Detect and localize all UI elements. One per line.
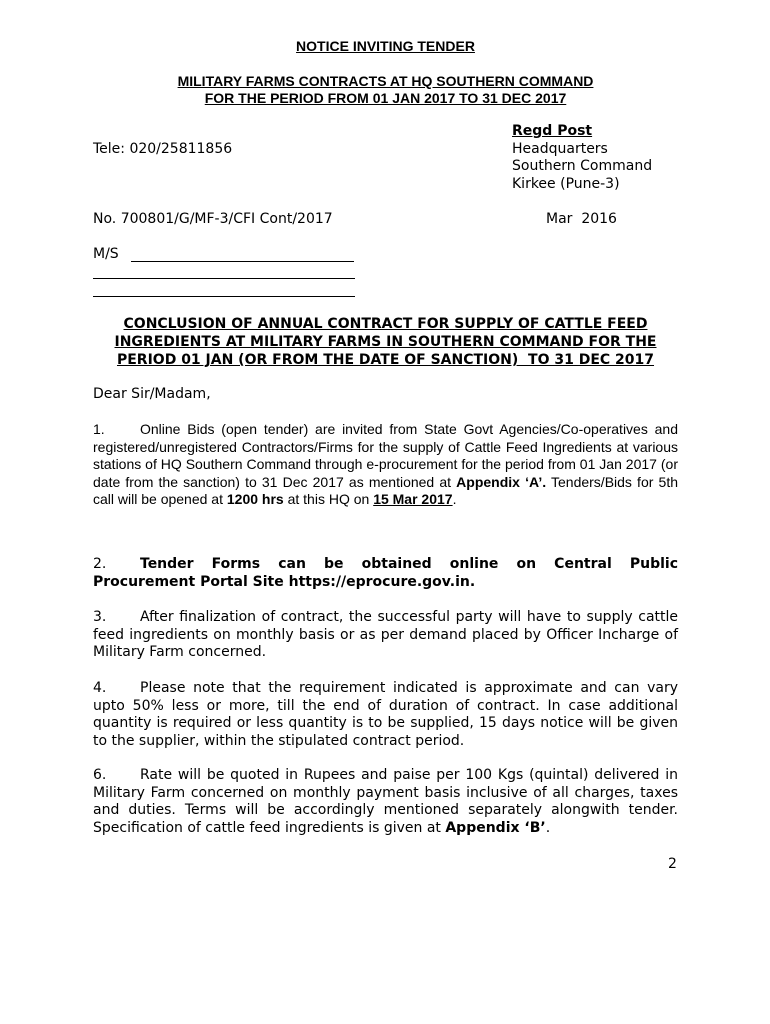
paragraph-3	[93, 609, 678, 662]
paragraph-1	[93, 421, 678, 509]
para1-number: 1.	[93, 421, 105, 437]
paragraph-6	[93, 767, 678, 837]
appendix-b-ref: Appendix ‘B’	[445, 819, 546, 836]
para6-text: Rate will be quoted in Rupees and paise per 100 Kgs (quintal) delivered in Military Farm concerned on monthly payment basis inclusive of all charges, taxes and duties. Terms will be accordingly mentioned separately alongwith tender. Specification of cattle feed ingredients is given at	[93, 767, 678, 836]
opening-date: 15 Mar 2017	[373, 491, 453, 507]
notice-title: NOTICE INVITING TENDER	[296, 38, 475, 54]
para3-text: After finalization of contract, the successful party will have to supply cattle feed ingredients on monthly basis or as per demand placed by Officer Incharge of Military Farm concerned.	[93, 609, 678, 660]
address-line1: Headquarters	[512, 141, 608, 157]
para6-number: 6.	[93, 767, 107, 783]
addressee-blank-line2	[93, 278, 355, 279]
subject-line3: PERIOD 01 JAN (OR FROM THE DATE OF SANCTION) TO 31 DEC 2017	[116, 352, 655, 368]
page-number: 2	[668, 856, 677, 872]
para1-text-d: .	[452, 491, 457, 507]
para1-text: Online Bids (open tender) are invited from State Govt Agencies/Co-operatives and registered/unregistered Contractors/Firms for the supply of Cattle Feed Ingredients at various stations of HQ Southern Command through e-procurement for the period from 01 Jan 2017 (or date from the sanction) to 31 Dec 2017 as mentioned at	[93, 421, 678, 490]
paragraph-4	[93, 680, 678, 750]
para6-text-b: .	[545, 819, 551, 836]
regd-post-label: Regd Post	[512, 123, 593, 139]
para1-text-b: Tenders/Bids for 5th call will be opened at	[93, 473, 678, 507]
subject-line2: INGREDIENTS AT MILITARY FARMS IN SOUTHERN COMMAND FOR THE	[114, 334, 657, 350]
ms-label: M/S	[93, 246, 119, 262]
subject-line1: CONCLUSION OF ANNUAL CONTRACT FOR SUPPLY OF CATTLE FEED	[123, 316, 648, 332]
para2-text: Tender Forms can be obtained online on Central Public Procurement Portal Site https://eprocure.gov.in.	[93, 556, 678, 590]
address-line2: Southern Command	[512, 158, 653, 174]
para4-text: Please note that the requirement indicated is approximate and can vary upto 50% less or more, till the end of duration of contract. In case additional quantity is required or less quantity is to be supplied, 15 days notice will be given to the supplier, within the stipulated contract period.	[93, 680, 678, 749]
reference-number: No. 700801/G/MF-3/CFI Cont/2017	[93, 211, 333, 227]
contract-heading-line1: MILITARY FARMS CONTRACTS AT HQ SOUTHERN COMMAND	[177, 73, 594, 89]
paragraph-2	[93, 556, 678, 591]
opening-time: 1200 hrs	[226, 491, 284, 507]
salutation: Dear Sir/Madam,	[93, 386, 211, 402]
para3-number: 3.	[93, 609, 107, 625]
para4-number: 4.	[93, 680, 107, 696]
addressee-blank-line3	[93, 296, 355, 297]
addressee-blank-line1	[131, 261, 354, 262]
appendix-a-ref: Appendix ‘A’.	[456, 473, 547, 490]
para2-number: 2.	[93, 556, 107, 572]
address-line3: Kirkee (Pune-3)	[512, 176, 620, 192]
letter-date: Mar 2016	[546, 211, 617, 227]
telephone: Tele: 020/25811856	[93, 141, 233, 157]
para1-text-c: at this HQ on	[283, 491, 374, 507]
contract-heading-line2: FOR THE PERIOD FROM 01 JAN 2017 TO 31 DEC 2017	[204, 90, 567, 106]
